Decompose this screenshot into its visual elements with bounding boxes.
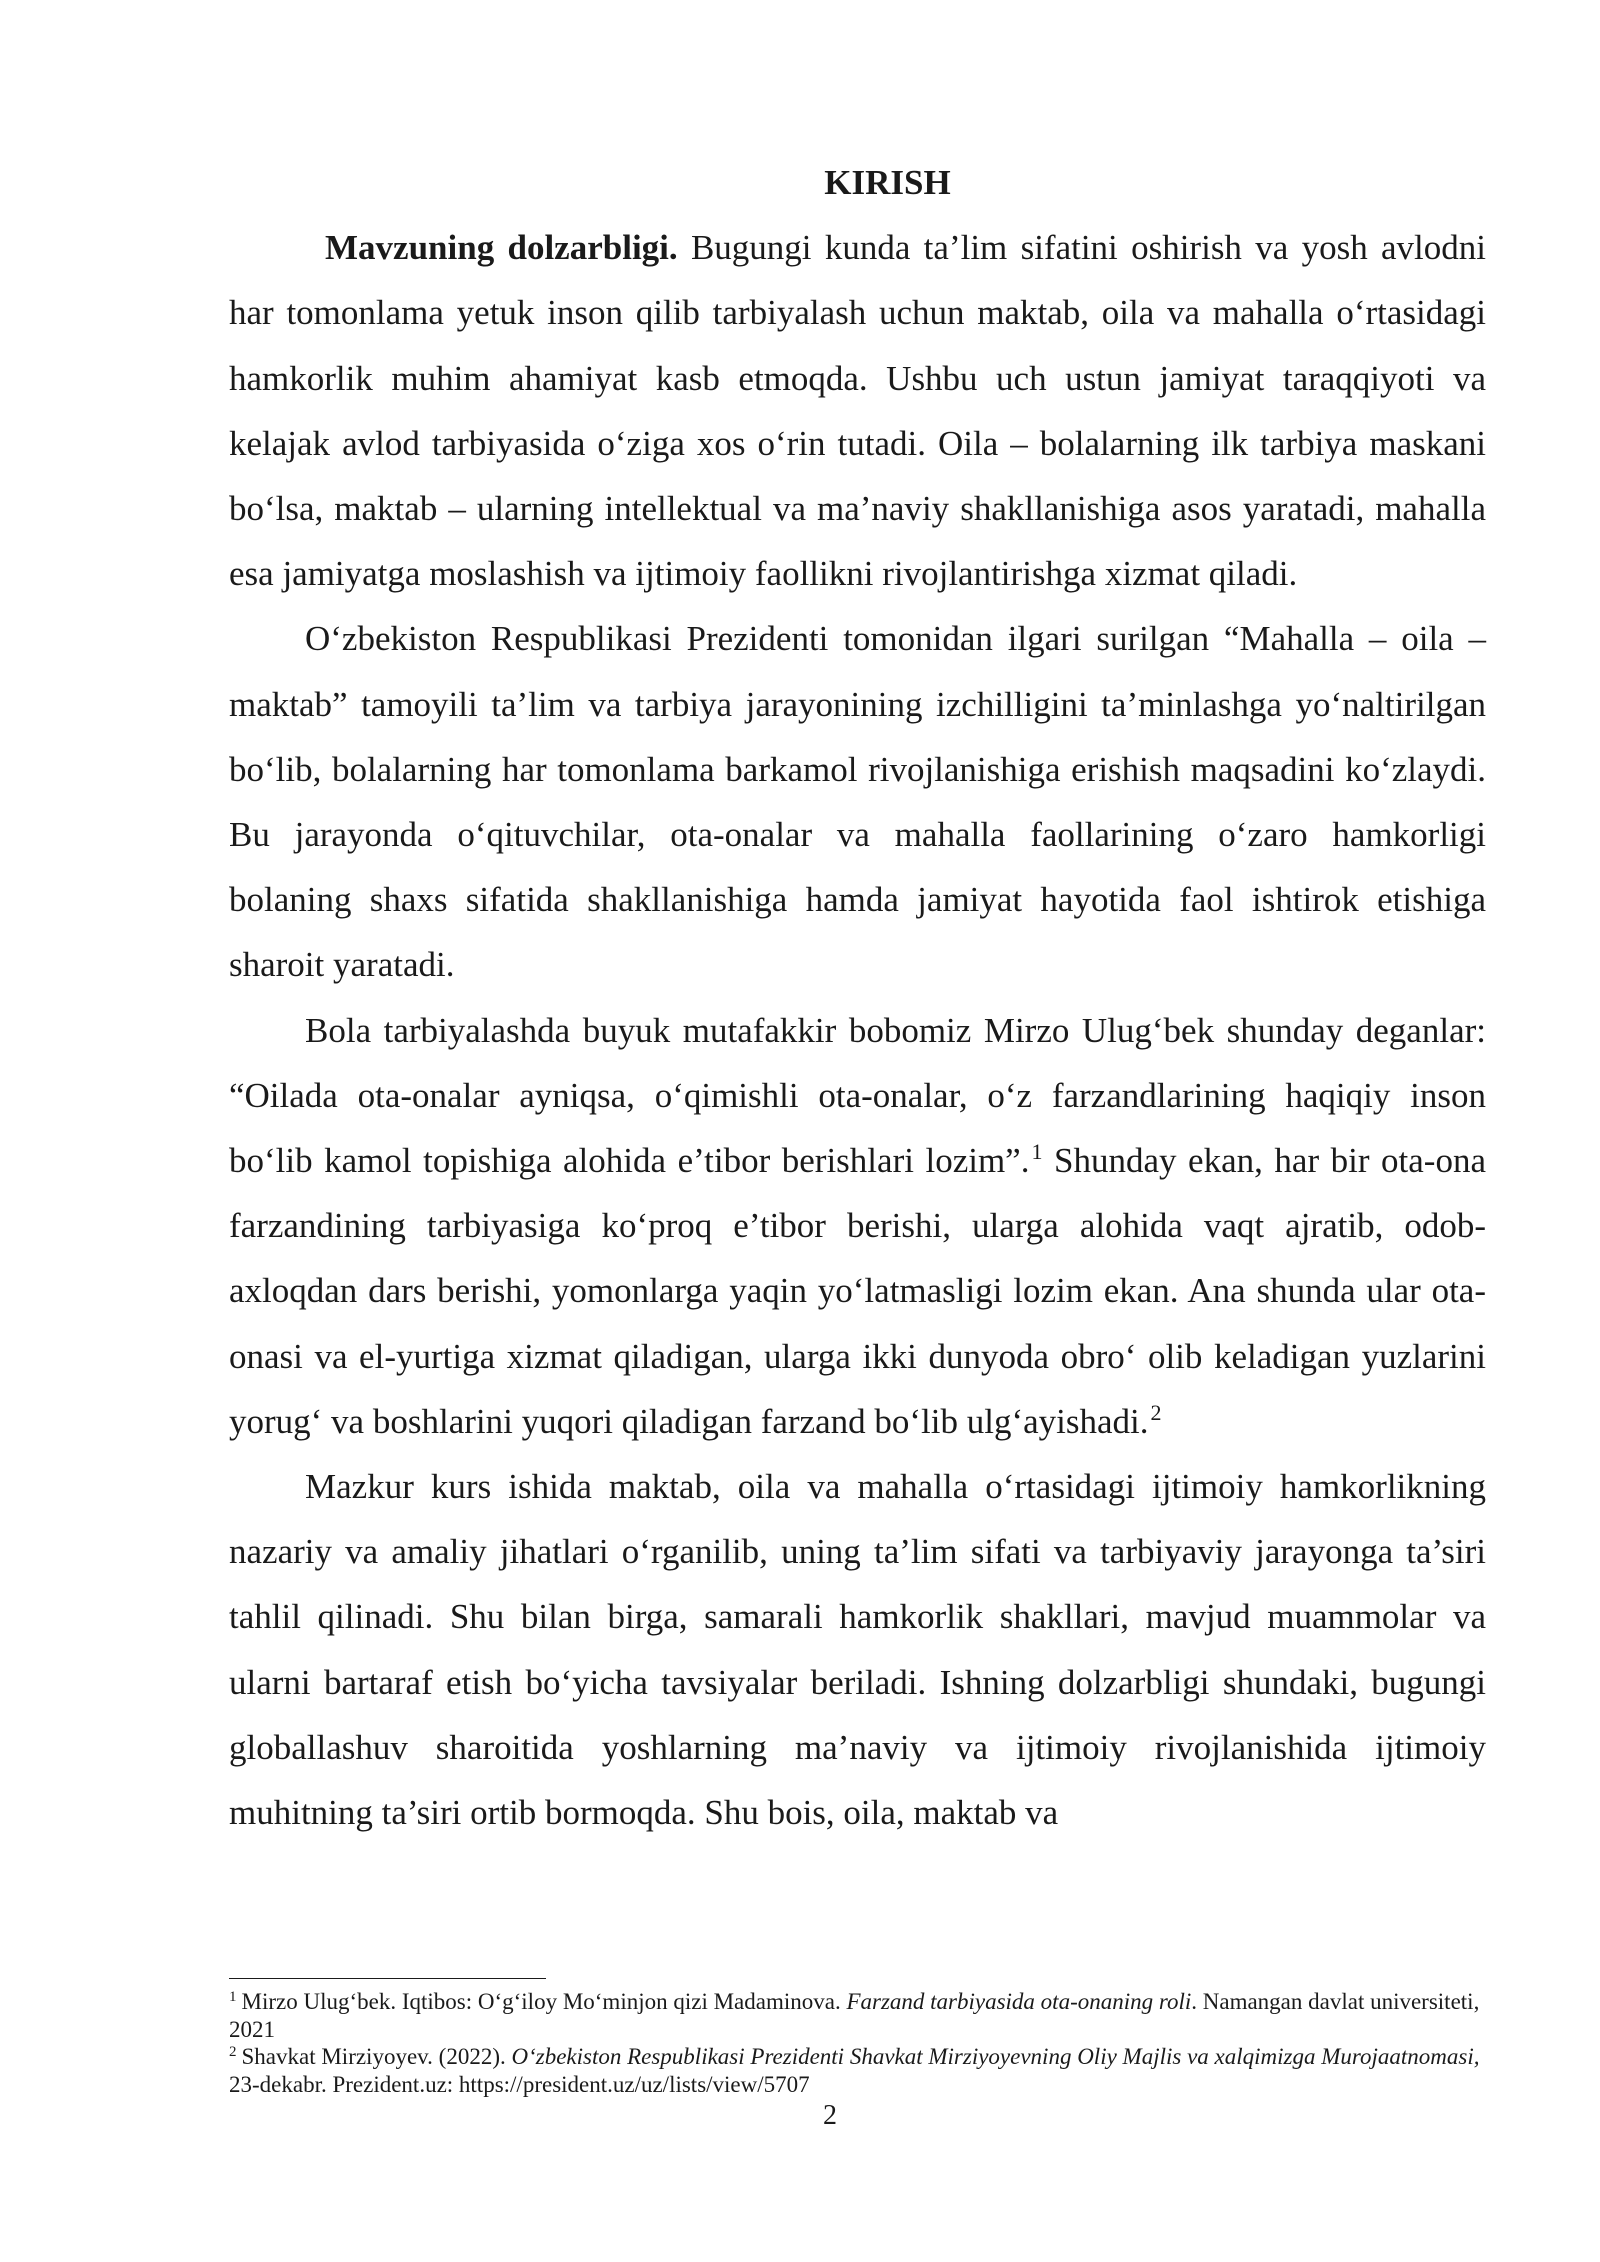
footnote-mark: 1 [229,1989,237,2005]
page-title: KIRISH [824,163,951,202]
footnote [229,2043,1486,2098]
paragraph-text: Bola tarbiyalashda buyuk mutafakkir bobomiz Mirzo Ulug‘bek shunday deganlar: “Oilada ota-onalar ayniqsa, o‘qimishli ota-onalar, o‘z farzandlarining haqiqiy inson bo‘lib kamol topishiga alohida e’tibor berishlari lozim”. [229,1010,1486,1181]
footnote-text: Mirzo Ulug‘bek. Iqtibos: O‘g‘iloy Mo‘minjon qizi Madaminova. [241,1989,847,2014]
footnote-text: 23-dekabr. Prezident.uz: https://president.uz/uz/lists/view/5707 [229,2071,810,2097]
footnote-separator [229,1978,546,1979]
paragraph-course-work [229,1454,1486,1845]
paragraph-relevance [229,215,1486,606]
paragraph-ulugbek-quote [229,998,1486,1454]
paragraph-text: O‘zbekiston Respublikasi Prezidenti tomonidan ilgari surilgan “Mahalla – oila – maktab” tamoyili ta’lim va tarbiya jarayonining izchilligini ta’minlashga yo‘naltirilgan bo‘lib, bolalarning har tomonlama barkamol rivojlanishiga erishish maqsadini ko‘zlaydi. Bu jarayonda o‘qituvchilar, ota-onalar va mahalla faollarining o‘zaro hamkorligi bolaning shaxs sifatida shakllanishiga hamda jamiyat hayotida faol ishtirok etishiga sharoit yaratadi. [229,619,1486,985]
footnote-text: . Namangan davlat universiteti, 2021 [229,1989,1480,2042]
footnote-reference: 1 [1031,1139,1043,1165]
paragraph-lead: Mavzuning dolzarbligi. [325,228,678,268]
page-number: 2 [823,2100,837,2131]
footnote-title: Farzand tarbiyasida ota-onaning roli [846,1989,1192,2014]
body-text [229,150,1486,1845]
paragraph-text: Mazkur kurs ishida maktab, oila va mahalla o‘rtasidagi ijtimoiy hamkorlikning nazariy va amaliy jihatlari o‘rganilib, uning ta’lim sifati va tarbiyaviy jarayonga ta’siri tahlil qilinadi. Shu bilan birga, samarali hamkorlik shakllari, mavjud muammolar va ularni bartaraf etish bo‘yicha tavsiyalar beriladi. Ishning dolzarbligi shundaki, bugungi globallashuv sharoitida yoshlarning ma’naviy va ijtimoiy rivojlanishida ijtimoiy muhitning ta’siri ortib bormoqda. Shu bois, oila, maktab va [229,1467,1486,1833]
footnotes [229,1988,1486,2098]
paragraph-principle [229,606,1486,997]
footnote-title: O‘zbekiston Respublikasi Prezidenti Shavkat Mirziyoyevning Oliy Majlis va xalqimizga Murojaatnomasi, [511,2044,1480,2069]
paragraph-text: Bugungi kunda ta’lim sifatini oshirish va yosh avlodni har tomonlama yetuk inson qilib tarbiyalash uchun maktab, oila va mahalla o‘rtasidagi hamkorlik muhim ahamiyat kasb etmoqda. Ushbu uch ustun jamiyat taraqqiyoti va kelajak avlod tarbiyasida o‘ziga xos o‘rin tutadi. Oila – bolalarning ilk tarbiya maskani bo‘lsa, maktab – ularning intellektual va ma’naviy shakllanishiga asos yaratadi, mahalla esa jamiyatga moslashish va ijtimoiy faollikni rivojlantirishga xizmat qiladi. [229,228,1486,594]
paragraph-text: Shunday ekan, har bir ota-ona farzandining tarbiyasiga ko‘proq e’tibor berishi, ularga alohida vaqt ajratib, odob-axloqdan dars berishi, yomonlarga yaqin yo‘latmasligi lozim ekan. Ana shunda ular ota-onasi va el-yurtiga xizmat qiladigan, ularga ikki dunyoda obro‘ olib keladigan yuzlarini yorug‘ va boshlarini yuqori qiladigan farzand bo‘lib ulg‘ayishadi. [229,1141,1486,1441]
footnote [229,1988,1486,2043]
footnote-reference: 2 [1150,1399,1162,1425]
footnote-mark: 2 [229,2044,237,2060]
footnote-text: Shavkat Mirziyoyev. (2022). [241,2044,512,2069]
